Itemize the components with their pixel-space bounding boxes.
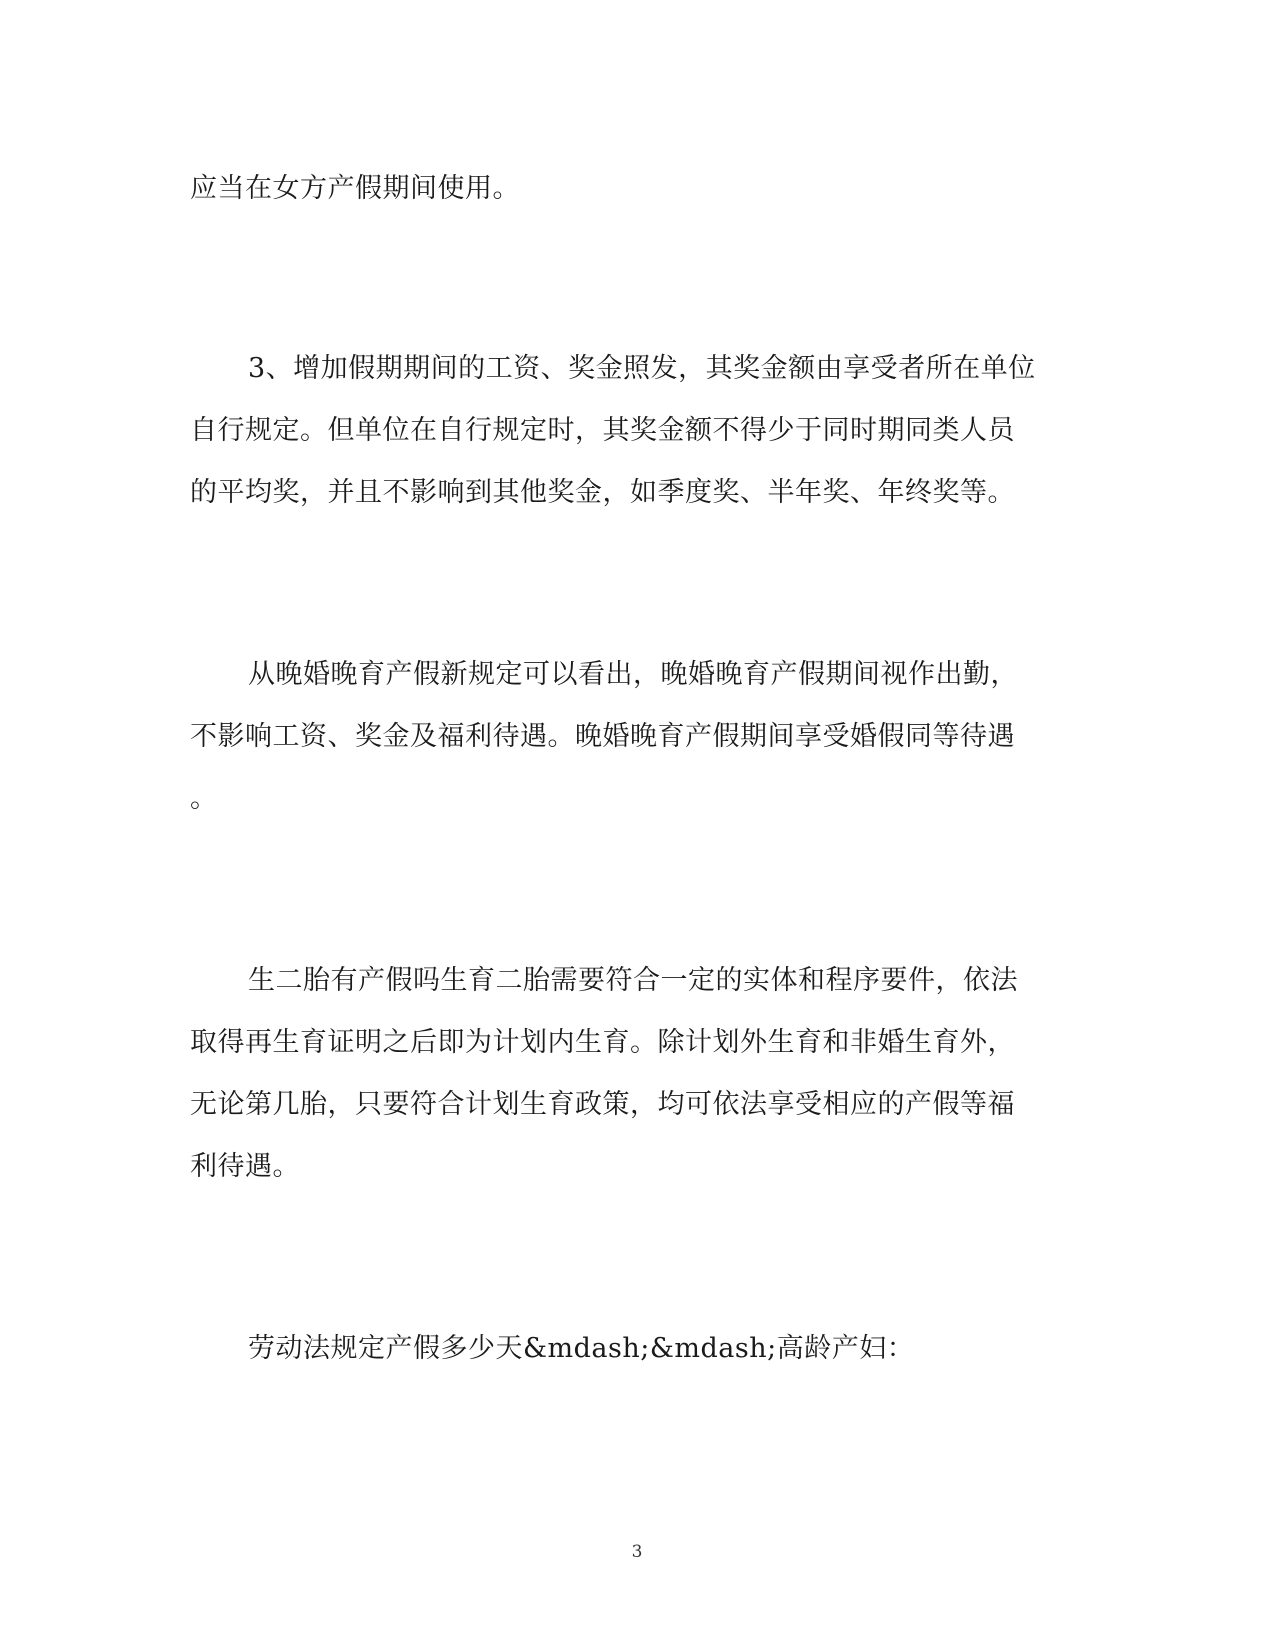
paragraph-3-line-2: 不影响工资、奖金及福利待遇。晚婚晚育产假期间享受婚假同等待遇 [190, 721, 1015, 752]
page-number: 3 [631, 1542, 643, 1562]
paragraph-5-line-1: 劳动法规定产假多少天&mdash;&mdash;高龄产妇： [248, 1333, 915, 1364]
paragraph-3-line-1: 从晚婚晚育产假新规定可以看出，晚婚晚育产假期间视作出勤， [248, 659, 1018, 690]
paragraph-3-line-3: 。 [190, 783, 218, 814]
paragraph-4-line-3: 无论第几胎，只要符合计划生育政策，均可依法享受相应的产假等福 [190, 1089, 1015, 1120]
paragraph-2-line-1: 3、增加假期期间的工资、奖金照发，其奖金额由享受者所在单位 [248, 353, 1036, 384]
paragraph-4-line-4: 利待遇。 [190, 1151, 300, 1182]
paragraph-2-line-2: 自行规定。但单位在自行规定时，其奖金额不得少于同时期同类人员 [190, 415, 1015, 446]
paragraph-1-line-1: 应当在女方产假期间使用。 [190, 173, 520, 204]
paragraph-4-line-1: 生二胎有产假吗生育二胎需要符合一定的实体和程序要件，依法 [248, 965, 1018, 996]
paragraph-2-line-3: 的平均奖，并且不影响到其他奖金，如季度奖、半年奖、年终奖等。 [190, 477, 1015, 508]
paragraph-4-line-2: 取得再生育证明之后即为计划内生育。除计划外生育和非婚生育外， [190, 1027, 1015, 1058]
